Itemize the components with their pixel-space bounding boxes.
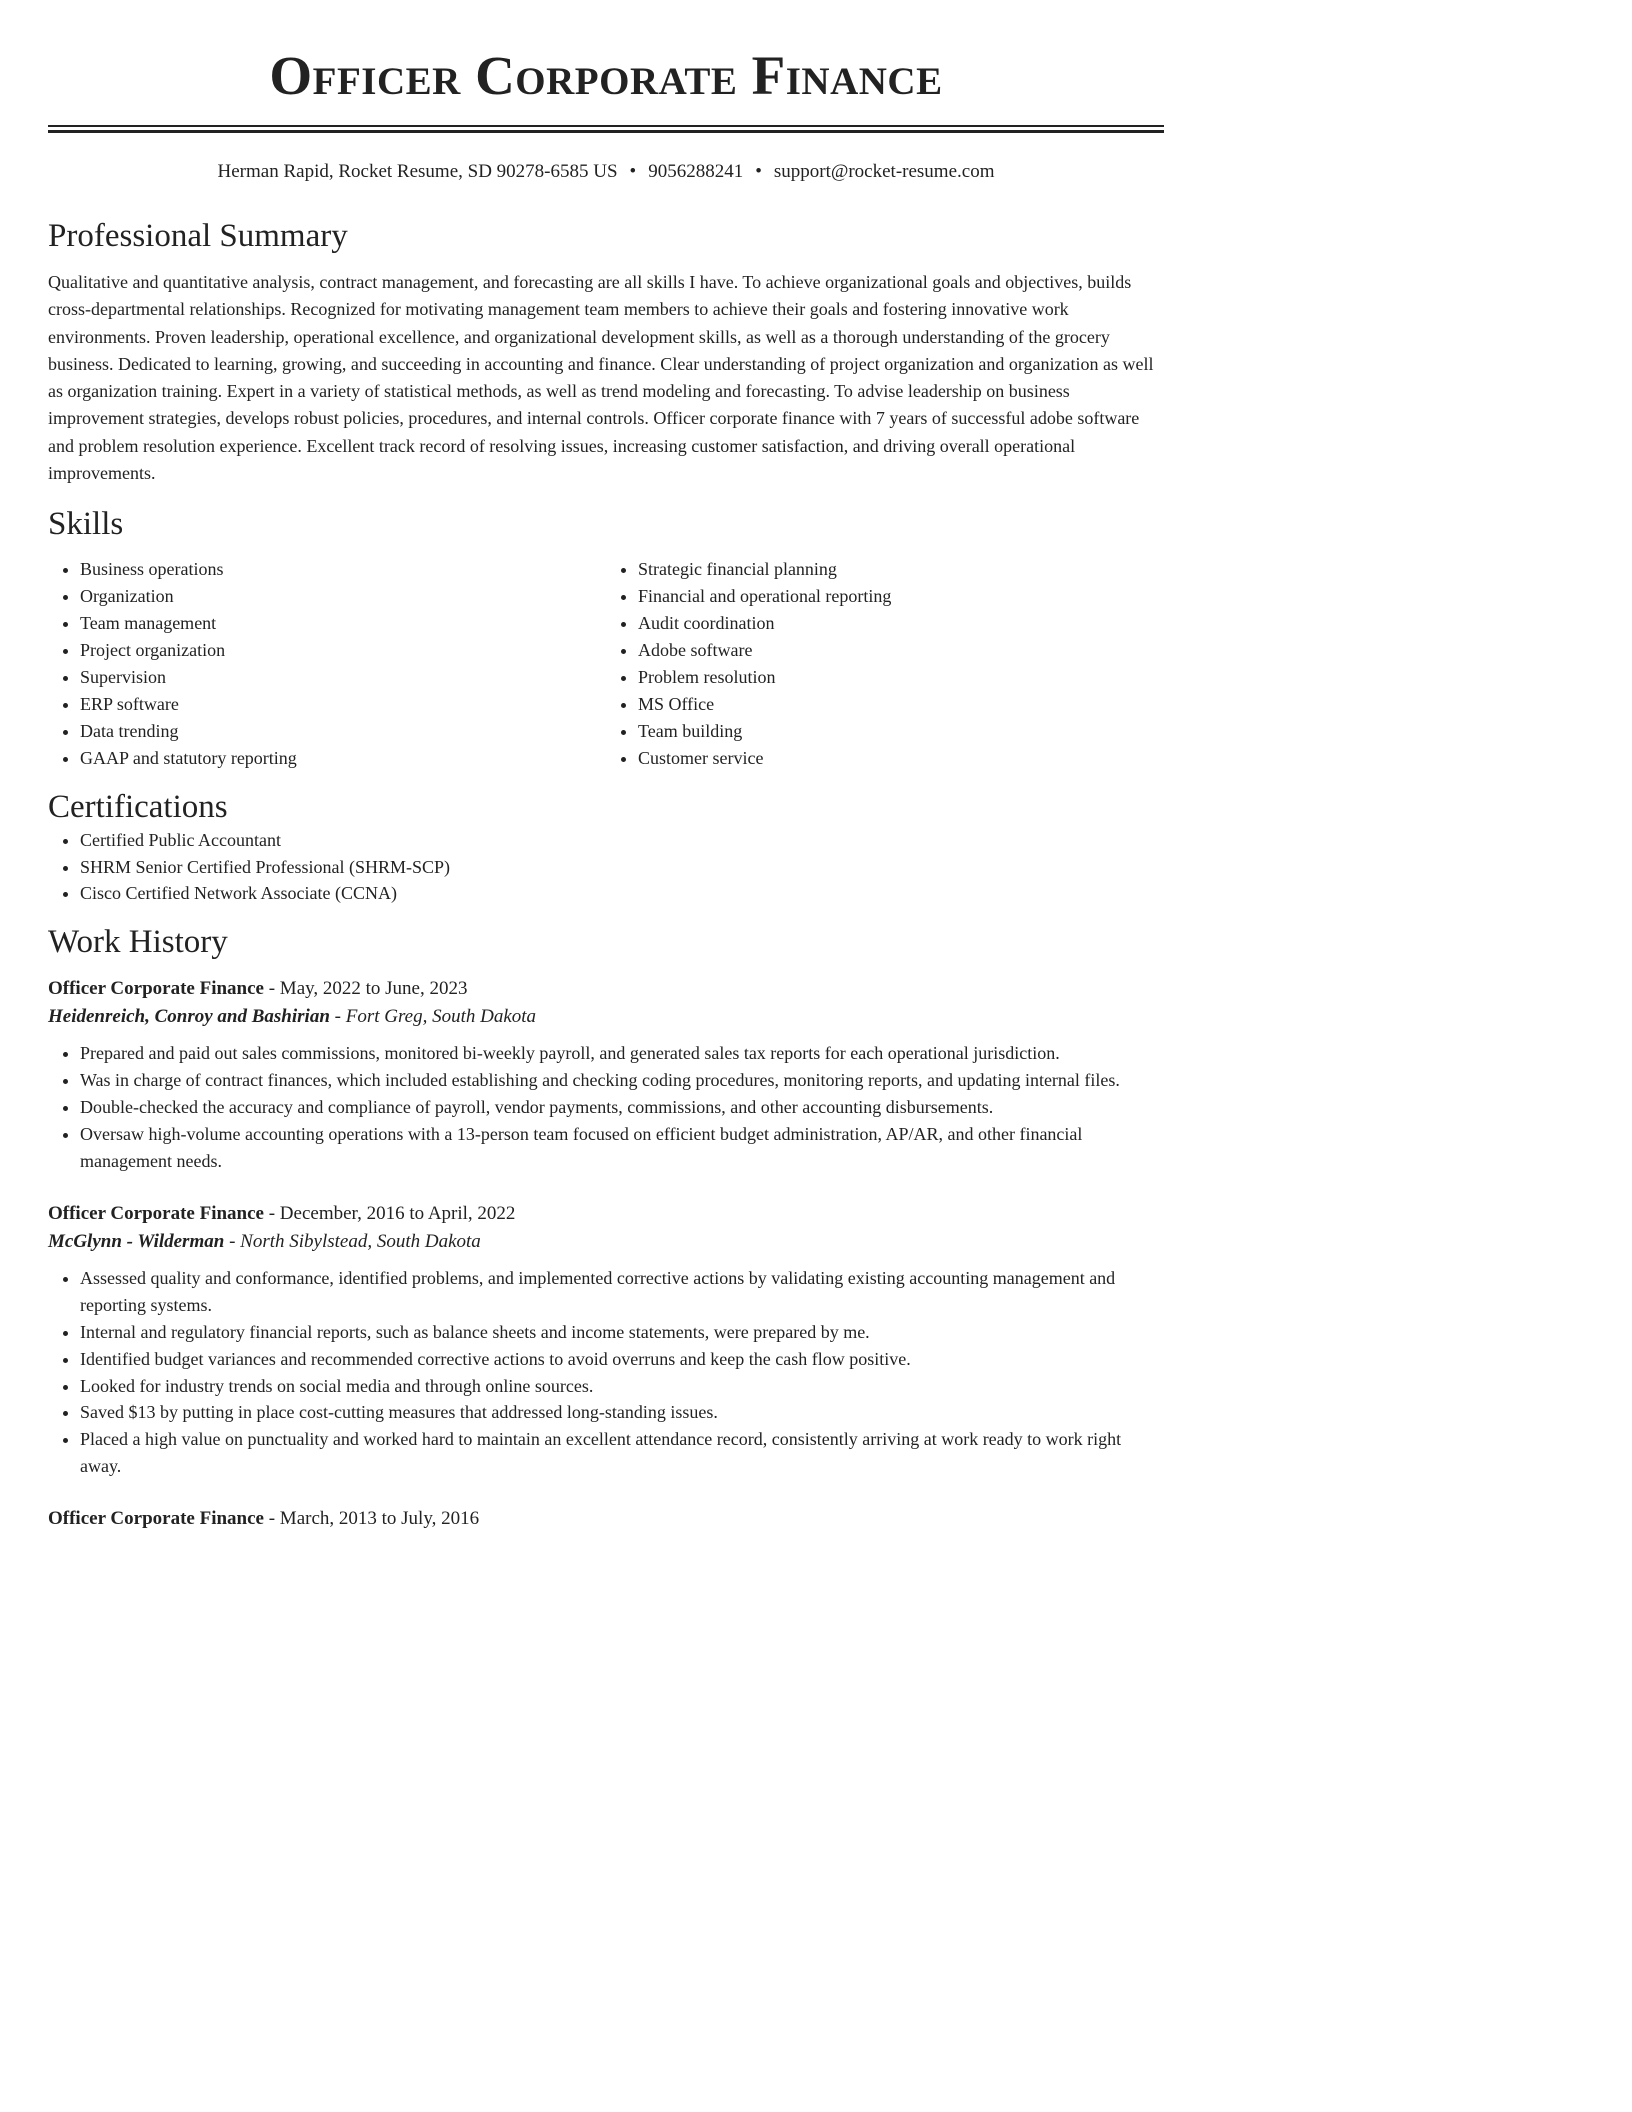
skill-item: • Organization xyxy=(80,583,606,610)
skill-item: • Team building xyxy=(638,718,1164,745)
job-duties-list xyxy=(48,1265,1164,1480)
skills-list-left xyxy=(48,556,606,771)
certification-item: • Certified Public Accountant xyxy=(80,827,1164,854)
skill-item: • Business operations xyxy=(80,556,606,583)
job-title: Officer Corporate Finance xyxy=(48,978,264,1000)
contact-line xyxy=(48,161,1164,183)
skills-heading: Skills xyxy=(48,506,124,543)
skill-item: • Team management xyxy=(80,610,606,637)
job-duty-item: • Placed a high value on punctuality and worked hard to maintain an excellent attendance record, consistently arriving at work ready to work right away. xyxy=(80,1426,1164,1480)
job-company: Heidenreich, Conroy and Bashirian xyxy=(48,1006,330,1028)
job-title-line xyxy=(48,1200,1164,1228)
skill-item: • MS Office xyxy=(638,691,1164,718)
contact-separator: • xyxy=(629,161,637,182)
skill-item: • Strategic financial planning xyxy=(638,556,1164,583)
job-duties-list xyxy=(48,1040,1164,1175)
job-duty-item: • Prepared and paid out sales commissions, monitored bi-weekly payroll, and generated sales tax reports for each operational jurisdiction. xyxy=(80,1040,1164,1067)
contact-address: Herman Rapid, Rocket Resume, SD 90278-6585 US xyxy=(217,161,618,182)
work-history-heading: Work History xyxy=(48,924,228,961)
skill-item: • Audit coordination xyxy=(638,610,1164,637)
skill-item: • Project organization xyxy=(80,637,606,664)
job-title: Officer Corporate Finance xyxy=(48,1202,264,1224)
job-dates: - December, 2016 to April, 2022 xyxy=(263,1202,516,1224)
job-duty-item: • Oversaw high-volume accounting operations with a 13-person team focused on efficient budget administration, AP/AR, and other financial management needs. xyxy=(80,1121,1164,1175)
skill-item: • Problem resolution xyxy=(638,664,1164,691)
certification-item: • Cisco Certified Network Associate (CCNA) xyxy=(80,880,1164,907)
skill-item: • ERP software xyxy=(80,691,606,718)
job-duty-item: • Was in charge of contract finances, which included establishing and checking coding procedures, monitoring reports, and updating internal files. xyxy=(80,1067,1164,1094)
title-divider xyxy=(48,125,1164,133)
skill-item: • Customer service xyxy=(638,745,1164,772)
job-company-line xyxy=(48,1228,1164,1256)
job-title-line xyxy=(48,1505,1164,1533)
job-duty-item: • Assessed quality and conformance, identified problems, and implemented corrective actions by validating existing accounting management and reporting systems. xyxy=(80,1265,1164,1319)
job-duty-item: • Internal and regulatory financial reports, such as balance sheets and income statements, were prepared by me. xyxy=(80,1319,1164,1346)
skill-item: • GAAP and statutory reporting xyxy=(80,745,606,772)
job-entry xyxy=(48,1200,1164,1480)
job-duty-item: • Looked for industry trends on social media and through online sources. xyxy=(80,1373,1164,1400)
job-company: McGlynn - Wilderman xyxy=(48,1230,225,1252)
job-title-line xyxy=(48,975,1164,1003)
summary-heading: Professional Summary xyxy=(48,218,348,254)
resume-title: Officer Corporate Finance xyxy=(269,45,943,106)
certification-item: • SHRM Senior Certified Professional (SHRM-SCP) xyxy=(80,854,1164,881)
job-duty-item: • Saved $13 by putting in place cost-cutting measures that addressed long-standing issues. xyxy=(80,1399,1164,1426)
skill-item: • Financial and operational reporting xyxy=(638,583,1164,610)
job-company-line xyxy=(48,1003,1164,1031)
contact-separator: • xyxy=(755,161,762,182)
certifications-list xyxy=(48,827,1164,908)
job-entry xyxy=(48,975,1164,1175)
skill-item: • Adobe software xyxy=(638,637,1164,664)
contact-email: support@rocket-resume.com xyxy=(773,161,995,182)
job-entry xyxy=(48,1505,1164,1533)
job-location: - Fort Greg, South Dakota xyxy=(329,1006,537,1028)
summary-text: Qualitative and quantitative analysis, contract management, and forecasting are all skills I have. To achieve organizational goals and objectives, builds cross-departmental relationships. Recognized for motivating management team members to achieve their goals and fostering innovative work environments. Proven leadership, operational excellence, and organizational development skills, as well as a thorough understanding of the grocery business. Dedicated to learning, growing, and succeeding in accounting and finance. Clear understanding of project organization and organization as well as organization training. Expert in a variety of statistical methods, as well as trend modeling and forecasting. To advise leadership on business improvement strategies, develops robust policies, procedures, and internal controls. Officer corporate finance with 7 years of successful adobe software and problem resolution experience. Excellent track record of resolving issues, increasing customer satisfaction, and driving overall operational improvements. xyxy=(48,272,1154,484)
skill-item: • Data trending xyxy=(80,718,606,745)
job-dates: - March, 2013 to July, 2016 xyxy=(263,1508,480,1530)
job-title: Officer Corporate Finance xyxy=(48,1508,264,1530)
job-duty-item: • Identified budget variances and recommended corrective actions to avoid overruns and keep the cash flow positive. xyxy=(80,1346,1164,1373)
job-dates: - May, 2022 to June, 2023 xyxy=(263,978,468,1000)
skill-item: • Supervision xyxy=(80,664,606,691)
job-location: - North Sibylstead, South Dakota xyxy=(224,1230,481,1252)
job-duty-item: • Double-checked the accuracy and compliance of payroll, vendor payments, commissions, and other accounting disbursements. xyxy=(80,1094,1164,1121)
skills-columns xyxy=(48,556,1164,771)
certifications-heading: Certifications xyxy=(48,788,228,825)
contact-phone: 9056288241 xyxy=(648,161,744,182)
skills-list-right xyxy=(606,556,1164,771)
